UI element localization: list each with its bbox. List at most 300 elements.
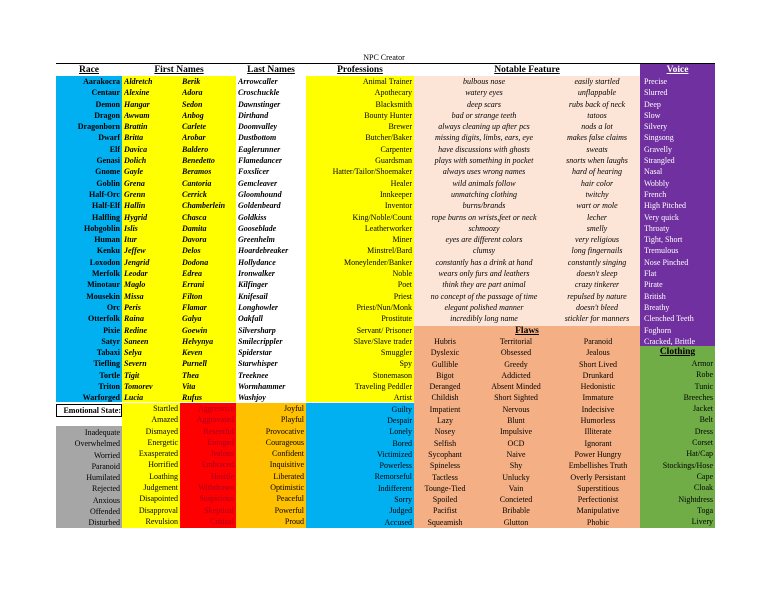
notable-b-item: doesn't bleed <box>576 302 618 312</box>
notable-b-item: nods a lot <box>581 122 613 132</box>
race-item: Half-Elf <box>92 201 120 211</box>
notable-b-item: twitchy <box>585 189 609 199</box>
voice-item: Nasal <box>644 167 663 177</box>
race-item: Demon <box>95 99 120 109</box>
first-name-b-column <box>182 76 236 404</box>
notable-b-item: sweats <box>586 144 608 154</box>
first-name-b-item: Edrea <box>182 269 202 279</box>
profession-item: Guilty <box>391 404 412 414</box>
first-name-b-item: Filton <box>182 291 203 301</box>
flaw-b-item: Bribable <box>502 506 530 516</box>
flaw-b-item: OCD <box>507 438 525 448</box>
flaw-b-item: Obsessed <box>500 348 532 358</box>
last-name-item: Hoardebreaker <box>238 246 289 256</box>
race-item: Tortle <box>99 370 120 380</box>
emo-red-item: Enraged <box>207 437 234 447</box>
profession-item: Healer <box>390 178 412 188</box>
notable-b-item: lecher <box>587 212 607 222</box>
profession-item: King/Noble/Count <box>352 212 412 222</box>
last-name-item: Croschuckle <box>238 88 280 98</box>
profession-item: Bounty Hunter <box>364 110 412 120</box>
race-item: Merfolk <box>92 269 120 279</box>
profession-item: Miner <box>392 235 412 245</box>
profession-item: Carpenter <box>380 144 412 154</box>
flaw-b-item: Greedy <box>504 359 528 369</box>
flaw-b-item: Glutton <box>503 517 529 527</box>
emo-worried-column <box>0 427 120 529</box>
flaw-c-item: Paranoid <box>583 337 613 346</box>
voice-item: Slow <box>644 110 661 120</box>
voice-item: Gravelly <box>644 144 672 154</box>
first-name-b-item: Purnell <box>182 359 207 369</box>
emo-yellow-item: Exasperated <box>138 449 178 459</box>
title-underline <box>56 63 715 64</box>
profession-item: Noble <box>392 269 412 279</box>
flaw-a-item: Dyslexic <box>430 348 460 358</box>
last-names-header: Last Names <box>247 65 295 75</box>
last-name-item: Gemcleaver <box>238 178 278 188</box>
clothing-item: Tunic <box>694 381 713 391</box>
last-name-item: Goldkiss <box>238 212 267 222</box>
notable-b-item: hard of hearing <box>572 167 622 177</box>
race-item: Human <box>94 235 120 245</box>
emo-red-item: Jealous <box>210 449 234 459</box>
flaw-a-item: Spoiled <box>432 495 458 505</box>
clothing-header: Clothing <box>659 347 696 357</box>
first-name-a-item: Leodar <box>124 269 148 279</box>
emo-worried-item: Offended <box>89 507 120 517</box>
notable-a-item: watery eyes <box>465 88 503 98</box>
first-name-a-item: Jengrid <box>124 257 150 267</box>
first-name-a-item: Tigit <box>124 370 140 380</box>
race-item: Pixie <box>103 325 120 335</box>
notable-feature-header: Notable Feature <box>494 65 560 75</box>
profession-item: Butcher/Baker <box>365 133 412 143</box>
emo-red-item: Suspicious <box>199 494 234 504</box>
emo-red-item: Aggressive <box>198 404 234 413</box>
race-item: Aarakocra <box>83 77 120 86</box>
notable-a-item: think they are part animal <box>442 280 526 290</box>
profession-item: Smuggler <box>380 348 412 358</box>
flaw-c-item: Hedonistic <box>580 382 616 392</box>
emo-worried-item: Overwhelmed <box>74 439 120 449</box>
flaw-c-item: Perfectionist <box>577 495 619 505</box>
flaw-c-item: Superstitious <box>577 483 619 493</box>
emo-yellow-item: Judgement <box>143 483 178 493</box>
notable-b-item: very religious <box>575 235 619 245</box>
flaw-b-item: Naive <box>506 449 526 459</box>
flaw-c-item: Drunkard <box>582 370 614 380</box>
notable-a-item: have discussions with ghosts <box>438 144 530 154</box>
race-item: Genasi <box>96 156 120 166</box>
notable-b-item: tatoos <box>587 110 607 120</box>
flaw-a-item: Sycophant <box>428 449 462 459</box>
first-name-a-item: Islis <box>124 223 138 233</box>
last-name-item: Gloomhound <box>238 189 282 199</box>
first-name-a-item: Raina <box>124 314 145 324</box>
emo-yellow-item: Revulsion <box>145 516 178 526</box>
flaw-a-item: Spineless <box>429 461 461 471</box>
first-name-a-item: Missa <box>124 291 144 301</box>
emo-red-item: Withdrawn <box>198 483 234 493</box>
profession-item: Minstrel/Bard <box>367 246 412 256</box>
profession-item: Prostitute <box>381 314 412 324</box>
flaw-a-item: Lazy <box>437 416 453 426</box>
notable-a-item: eyes are different colors <box>445 235 523 245</box>
emo-orange-item: Courageous <box>265 437 304 447</box>
voice-item: Foghorn <box>644 325 672 335</box>
flaw-c-item: Embellishes Truth <box>568 461 628 471</box>
emo-orange-item: Proud <box>284 516 304 526</box>
first-name-b-item: Keven <box>182 348 203 358</box>
voice-item: High Pitched <box>644 201 686 211</box>
profession-item: Slave/Slave trader <box>353 336 412 346</box>
emo-yellow-item: Amazed <box>151 415 178 425</box>
profession-item: Spy <box>399 359 412 369</box>
voice-header: Voice <box>640 64 715 76</box>
notable-a-item: wild animals follow <box>452 178 516 188</box>
clothing-item: Robe <box>696 370 713 380</box>
profession-item: Accused <box>384 517 412 527</box>
first-name-a-item: Peris <box>124 302 141 312</box>
profession-item: Inventor <box>384 201 412 211</box>
first-name-b-item: Vita <box>182 382 196 392</box>
clothing-item: Breeches <box>683 392 713 402</box>
voice-item: Deep <box>644 99 661 109</box>
last-name-item: Starwhisper <box>238 359 278 369</box>
first-name-b-item: Damita <box>182 223 207 233</box>
notable-a-item: unmatching clothing <box>451 189 517 199</box>
last-name-column <box>238 76 306 404</box>
emo-red-item: Resentful <box>203 426 234 436</box>
emo-worried-item: Inadequate <box>84 428 120 437</box>
clothing-column <box>640 358 713 527</box>
flaw-a-item: Hubris <box>434 337 456 346</box>
voice-item: Singsong <box>644 133 674 143</box>
flaw-a-item: Bigot <box>436 370 454 380</box>
notable-a-item: always cleaning up after pcs <box>438 122 530 132</box>
flaw-a-item: Deranged <box>429 382 461 392</box>
race-item: Dwarf <box>98 133 120 143</box>
profession-item: Judged <box>389 506 412 516</box>
clothing-item: Toga <box>697 505 713 515</box>
emo-yellow-item: Disapointed <box>139 494 178 504</box>
last-name-item: Smilecrippler <box>238 336 283 346</box>
first-name-a-item: Maglo <box>124 280 146 290</box>
profession-item: Bored <box>392 438 412 448</box>
flaw-a-item: Selfish <box>433 438 457 448</box>
flaw-b-item: Unlucky <box>502 472 530 482</box>
first-name-b-item: Chamberlein <box>182 201 226 211</box>
first-name-a-item: Tomorev <box>124 382 153 392</box>
last-name-item: Dustbottom <box>238 133 277 143</box>
emo-red-item: Critical <box>210 516 234 526</box>
first-name-b-item: Galya <box>182 314 202 324</box>
first-name-a-item: Dolich <box>124 156 147 166</box>
first-name-a-item: Grena <box>124 178 145 188</box>
race-item: Tabaxi <box>96 348 120 358</box>
flaw-b-item: Territorial <box>499 337 533 346</box>
race-item: Dragon <box>94 110 120 120</box>
flaw-b-item: Impulsive <box>500 427 532 437</box>
flaw-c-item: Illiterate <box>584 427 612 437</box>
race-item: Loxodon <box>89 257 120 267</box>
emo-red-column <box>182 403 234 527</box>
voice-item: Silvery <box>644 122 668 132</box>
race-item: Tiefling <box>93 359 120 369</box>
profession-item: Animal Trainer <box>362 77 412 86</box>
emo-red-item: Skeptical <box>204 505 234 515</box>
profession-item: Brewer <box>388 122 412 132</box>
flaw-c-column <box>556 336 640 528</box>
notable-b-column <box>554 76 640 325</box>
first-name-a-item: Britta <box>124 133 144 143</box>
first-name-a-item: Awwam <box>124 110 150 120</box>
race-item: Warforged <box>82 393 120 403</box>
notable-a-item: constantly has a drink at hand <box>435 257 533 267</box>
first-name-b-item: Baldero <box>182 144 209 154</box>
last-name-item: Foxslicer <box>238 167 270 177</box>
emo-yellow-item: Dismayed <box>145 426 178 436</box>
first-name-b-item: Benedetto <box>182 156 215 166</box>
race-item: Minotaur <box>87 280 120 290</box>
profession-item: Remorseful <box>374 472 412 482</box>
first-name-a-item: Selya <box>124 348 142 358</box>
first-name-b-item: Cerrick <box>182 189 207 199</box>
first-name-a-item: Lucia <box>124 393 144 403</box>
race-header: Race <box>78 65 100 75</box>
voice-item: Flat <box>644 269 657 279</box>
last-name-item: Goldenbeard <box>238 201 281 211</box>
race-item: Goblin <box>96 178 120 188</box>
last-name-item: Spiderstar <box>238 348 272 358</box>
notable-b-item: hair color <box>580 178 614 188</box>
race-item: Triton <box>98 382 120 392</box>
profession-item: Poet <box>397 280 412 290</box>
flaws-header: Flaws <box>515 326 539 336</box>
race-item: Elf <box>109 144 120 154</box>
first-name-b-item: Carlete <box>182 122 206 132</box>
voice-item: Cracked, Brittle <box>644 336 696 346</box>
clothing-item: Belt <box>699 415 713 425</box>
race-column <box>56 76 120 404</box>
voice-item: British <box>644 291 666 301</box>
first-name-b-item: Rufus <box>182 393 203 403</box>
flaw-b-item: Concieted <box>499 495 533 505</box>
flaw-a-item: Impatient <box>429 404 461 414</box>
flaw-b-item: Blunt <box>507 416 525 426</box>
race-item: Half-Orc <box>89 189 120 199</box>
race-item: Halfling <box>91 212 120 222</box>
notable-a-item: deep scars <box>467 99 501 109</box>
race-item: Dragonborn <box>77 122 120 132</box>
clothing-item: Stockings/Hose <box>662 460 713 470</box>
flaw-c-item: Indecisive <box>581 404 615 414</box>
notable-a-item: bad or strange teeth <box>451 110 517 120</box>
voice-item: French <box>644 189 667 199</box>
emo-yellow-item: Startled <box>153 404 178 413</box>
emo-red-item: Aggravated <box>196 415 234 425</box>
emo-yellow-item: Disapproval <box>138 505 178 515</box>
first-name-a-item: Aldretch <box>124 77 153 86</box>
first-name-a-item: Brattin <box>124 122 148 132</box>
emo-orange-item: Peaceful <box>276 494 304 504</box>
last-name-item: Knifesail <box>238 291 268 301</box>
last-name-item: Arrowcaller <box>238 77 278 86</box>
profession-item: Lonely <box>389 427 412 437</box>
first-name-a-item: Redine <box>124 325 148 335</box>
profession-item: Blacksmith <box>375 99 412 109</box>
notable-a-item: wears only furs and leathers <box>438 269 530 279</box>
flaw-b-column <box>476 336 556 528</box>
emo-worried-item: Rejected <box>92 484 120 494</box>
notable-a-item: clumsy <box>472 246 496 256</box>
race-item: Gnome <box>95 167 120 177</box>
first-name-b-item: Davora <box>182 235 207 245</box>
emo-orange-item: Liberated <box>273 471 304 481</box>
page-title: NPC Creator <box>363 53 405 62</box>
profession-item: Powerless <box>379 461 412 471</box>
flaw-b-item: Shy <box>509 461 523 471</box>
voice-item: Clenched Teeth <box>644 314 694 324</box>
notable-b-item: crazy tinkerer <box>574 280 620 290</box>
first-name-b-item: Berik <box>182 77 201 86</box>
flaw-b-item: Vain <box>508 483 524 493</box>
last-name-item: Kilfinger <box>238 280 268 290</box>
notable-a-item: always uses wrong names <box>442 167 526 177</box>
flaw-c-item: Short Lived <box>579 359 617 369</box>
profession-item: Priest/Nun/Monk <box>356 302 412 312</box>
notable-a-column <box>414 76 554 325</box>
notable-a-item: burns/brands <box>462 201 506 211</box>
voice-item: Precise <box>644 77 668 86</box>
notable-b-item: repulsed by nature <box>567 291 627 301</box>
first-name-a-item: Jeffew <box>124 246 146 256</box>
last-name-item: Silversharp <box>238 325 276 335</box>
last-name-item: Washjoy <box>238 393 266 403</box>
first-name-b-item: Arobar <box>182 133 206 143</box>
last-name-item: Longhowler <box>238 302 279 312</box>
profession-item: Victimized <box>376 449 412 459</box>
profession-item: Stonemason <box>372 370 412 380</box>
emo-worried-item: Anxious <box>92 495 120 505</box>
race-item: Mousekin <box>86 291 120 301</box>
first-names-header: First Names <box>154 65 204 75</box>
notable-b-item: makes false claims <box>567 133 627 143</box>
profession-item: Traveling Peddler <box>354 382 412 392</box>
emo-worried-item: Paranoid <box>91 461 120 471</box>
emo-orange-item: Provocative <box>265 426 304 436</box>
profession-item: Despair <box>387 415 412 425</box>
last-name-item: Hollydance <box>238 257 276 267</box>
first-name-a-item: Hygrid <box>124 212 148 222</box>
flaw-a-item: Tactless <box>432 472 458 482</box>
emo-orange-item: Confident <box>272 449 304 459</box>
first-name-b-item: Chasca <box>182 212 207 222</box>
profession-item: Leatherworker <box>364 223 412 233</box>
voice-item: Tremulous <box>644 246 679 256</box>
first-name-b-item: Errani <box>182 280 205 290</box>
first-name-b-item: Delos <box>182 246 201 256</box>
first-name-b-item: Sedon <box>182 99 203 109</box>
emo-worried-item: Worried <box>93 450 120 460</box>
first-name-a-item: Itur <box>124 235 137 245</box>
first-name-a-item: Gayle <box>124 167 144 177</box>
notable-a-item: missing digits, limbs, ears, eye <box>435 133 533 143</box>
last-name-item: Doomvalley <box>238 122 278 132</box>
last-name-item: Gooseblade <box>238 223 277 233</box>
last-name-item: Greenhelm <box>238 235 275 245</box>
race-item: Kenku <box>96 246 120 256</box>
first-name-a-column <box>124 76 180 404</box>
clothing-item: Hat/Cap <box>686 449 713 459</box>
flaw-c-item: Ignorant <box>584 438 612 448</box>
notable-b-item: easily startled <box>574 77 620 86</box>
flaw-b-item: Absent Minded <box>491 382 541 392</box>
clothing-item: Jacket <box>693 404 713 414</box>
first-name-b-item: Dodona <box>182 257 209 267</box>
notable-b-item: smelly <box>586 223 608 233</box>
flaw-a-column <box>414 336 476 528</box>
voice-item: Nose Pinched <box>644 257 689 267</box>
voice-item: Tight, Short <box>644 235 683 245</box>
emo-orange-column <box>238 403 304 527</box>
profession-item: Hatter/Tailor/Shoemaker <box>332 167 412 177</box>
clothing-item: Armor <box>691 359 713 368</box>
notable-a-item: no concept of the passage of time <box>430 291 538 301</box>
emo-red-item: Hostile <box>210 471 234 481</box>
flaw-b-item: Nervous <box>502 404 530 414</box>
flaw-c-item: Overly Persistant <box>570 472 626 482</box>
flaw-c-item: Humorless <box>580 416 616 426</box>
last-name-item: Treeknee <box>238 370 269 380</box>
notable-a-item: bulbous nose <box>463 77 505 86</box>
first-name-a-item: Hangar <box>124 99 150 109</box>
emo-yellow-column <box>124 403 178 527</box>
notable-b-item: stickler for manners <box>564 314 630 324</box>
last-name-item: Ironwalker <box>238 269 275 279</box>
first-name-a-item: Severn <box>124 359 147 369</box>
clothing-item: Dress <box>694 426 713 436</box>
profession-item: Guardsman <box>375 156 412 166</box>
voice-item: Throaty <box>644 223 670 233</box>
notable-b-item: long fingernails <box>571 246 623 256</box>
first-name-b-item: Cantoria <box>182 178 212 188</box>
notable-a-item: schmoozy <box>468 223 500 233</box>
race-item: Otterfolk <box>88 314 120 324</box>
clothing-item: Cloak <box>693 483 713 493</box>
emo-orange-item: Playful <box>280 415 304 425</box>
first-name-a-item: Hallin <box>124 201 146 211</box>
emo-worried-item: Humilated <box>86 473 120 483</box>
clothing-item: Livery <box>691 517 713 527</box>
last-name-item: Dirthand <box>238 110 269 120</box>
profession-item: Innkeeper <box>380 189 412 199</box>
first-name-a-item: Saneen <box>124 336 149 346</box>
flaw-a-item: Gullible <box>431 359 459 369</box>
voice-item: Strangled <box>644 156 675 166</box>
first-name-b-item: Goewin <box>182 325 208 335</box>
profession-item: Apothecary <box>374 88 412 98</box>
emo-orange-item: Optimistic <box>270 483 304 493</box>
profession-column <box>306 76 412 528</box>
flaw-a-item: Childish <box>431 393 459 403</box>
first-name-b-item: Anbog <box>182 110 204 120</box>
voice-item: Very quick <box>644 212 679 222</box>
profession-item: Sorry <box>394 494 412 504</box>
first-name-b-item: Flamar <box>182 302 207 312</box>
first-name-a-item: Alexine <box>124 88 150 98</box>
